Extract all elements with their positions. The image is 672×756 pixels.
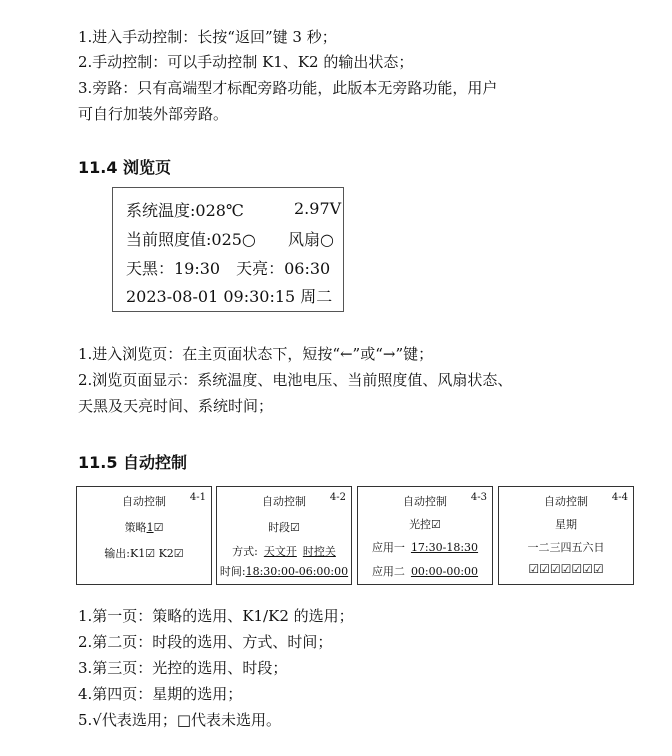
app2-value: 00:00-00:00 (410, 565, 479, 578)
panel-title: 自动控制 (403, 495, 447, 508)
manual-note-3: 3.旁路：只有高端型才标配旁路功能，此版本无旁路功能，用户 (78, 79, 498, 97)
manual-note-1: 1.进入手动控制：长按“返回”键 3 秒； (78, 28, 337, 46)
auto-note-4: 4.第四页：星期的选用； (78, 685, 243, 703)
auto-panel-light (357, 486, 493, 585)
browse-note-1: 1.进入浏览页：在主页面状态下，短按“←”或“→”键； (78, 345, 434, 363)
app2-row (358, 563, 492, 579)
auto-panel-period (216, 486, 352, 585)
section-heading-auto: 11.5 自动控制 (78, 453, 188, 472)
panel-title: 自动控制 (544, 495, 588, 508)
app1-label: 应用一 (371, 541, 405, 554)
lcd-fan-status: 风扇○ (288, 230, 334, 249)
time-label: 时间: (219, 565, 246, 578)
week-row: 星期 (555, 518, 577, 531)
section-heading-browse: 11.4 浏览页 (78, 158, 172, 177)
mode-row (217, 543, 351, 559)
strategy-row (77, 519, 211, 535)
lcd-temperature: 系统温度:028℃ (126, 201, 244, 220)
auto-note-5: 5.√代表选用；□代表未选用。 (78, 711, 282, 729)
mode-label: 方式: (232, 545, 258, 558)
lcd-datetime: 2023-08-01 09:30:15 周二 (126, 287, 333, 306)
panel-title: 自动控制 (122, 495, 166, 508)
strategy-checkbox: ☑ (153, 521, 164, 534)
app2-label: 应用二 (371, 565, 405, 578)
mode-on-value: 天文开 (263, 545, 297, 558)
mode-off-value: 时控关 (302, 545, 336, 558)
panel-title: 自动控制 (262, 495, 306, 508)
lcd-illuminance: 当前照度值:025○ (126, 230, 256, 249)
auto-note-2: 2.第二页：时段的选用、方式、时间； (78, 633, 333, 651)
period-row: 时段☑ (268, 521, 300, 534)
strategy-number: 1 (146, 521, 154, 534)
browse-note-2: 2.浏览页面显示：系统温度、电池电压、当前照度值、风扇状态、 (78, 371, 513, 389)
lcd-voltage: 2.97V (294, 199, 342, 218)
manual-note-2: 2.手动控制：可以手动控制 K1、K2 的输出状态； (78, 53, 414, 71)
time-value: 18:30:00-06:00:00 (245, 565, 349, 578)
manual-note-4: 可自行加装外部旁路。 (78, 105, 229, 123)
panel-page-number: 4-4 (611, 492, 628, 503)
weekday-row: 一二三四五六日 (527, 541, 605, 554)
lcd-dusk-dawn: 天黑：19:30 天亮：06:30 (126, 259, 331, 278)
panel-page-number: 4-1 (189, 492, 206, 503)
time-row (217, 563, 351, 579)
app1-value: 17:30-18:30 (410, 541, 479, 554)
output-row: 输出:K1☑ K2☑ (104, 547, 184, 560)
weekday-checkboxes: ☑☑☑☑☑☑☑ (528, 562, 604, 576)
light-row: 光控☑ (409, 518, 441, 531)
browse-note-3: 天黑及天亮时间、系统时间； (78, 397, 274, 415)
panel-page-number: 4-3 (470, 492, 487, 503)
app1-row (358, 539, 492, 555)
strategy-label: 策略 (124, 521, 147, 534)
auto-note-1: 1.第一页：策略的选用、K1/K2 的选用； (78, 607, 354, 625)
auto-note-3: 3.第三页：光控的选用、时段； (78, 659, 288, 677)
panel-page-number: 4-2 (329, 492, 346, 503)
auto-panel-week (498, 486, 634, 585)
lcd-browse-screen (112, 187, 344, 312)
auto-panel-strategy (76, 486, 212, 585)
